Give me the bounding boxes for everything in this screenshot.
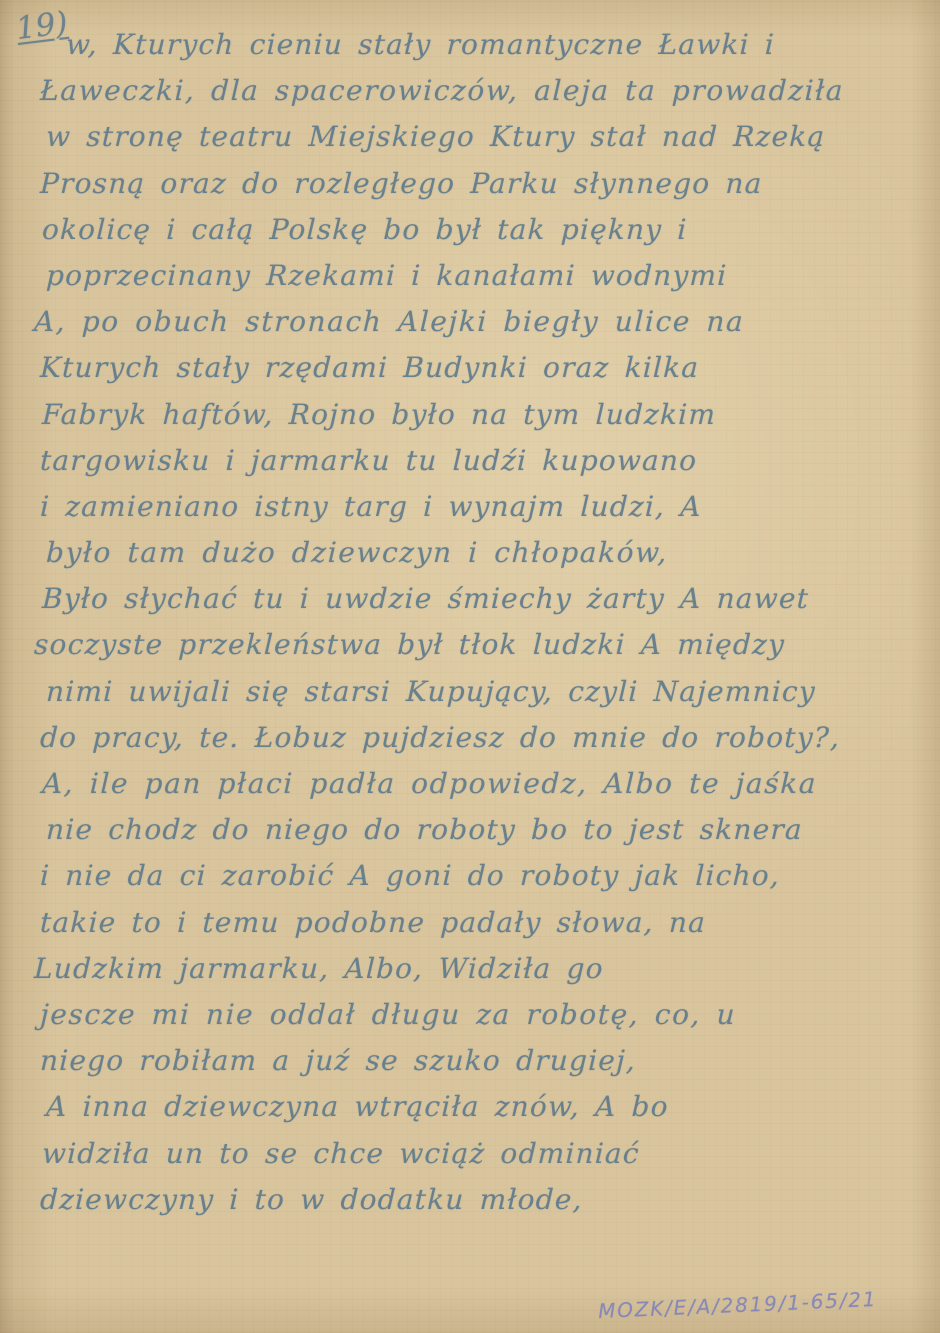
manuscript-line: soczyste przekleństwa był tłok ludzki A między [33,628,786,662]
manuscript-line: poprzecinany Rzekami i kanałami wodnymi [45,258,728,292]
manuscript-line: Ludzkim jarmarku, Albo, Widziła go [33,951,605,985]
manuscript-line: widziła un to se chce wciąż odminiać [41,1136,641,1170]
page-number: 19) [13,4,70,48]
archival-reference: MOZK/E/A/2819/1-65/21 [597,1286,878,1324]
manuscript-line: dziewczyny i to w dodatku młode, [39,1182,584,1216]
manuscript-line: A, po obuch stronach Alejki biegły ulice na [33,305,745,339]
manuscript-line: takie to i temu podobne padały słowa, na [39,905,707,939]
manuscript-line: Ławeczki, dla spacerowiczów, aleja ta prowadziła [39,74,845,108]
manuscript-line: Było słychać tu i uwdzie śmiechy żarty A nawet [41,582,810,616]
manuscript-line: Prosną oraz do rozległego Parku słynnego na [39,166,764,200]
manuscript-line: i zamieniano istny targ i wynajm ludzi, A [39,489,703,523]
manuscript-line: Fabryk haftów, Rojno było na tym ludzkim [41,397,717,431]
manuscript-line: niego robiłam a juź se szuko drugiej, [39,1044,637,1078]
manuscript-line: jescze mi nie oddał długu za robotę, co, u [39,997,737,1031]
manuscript-line: nie chodz do niego do roboty bo to jest sknera [45,813,804,847]
manuscript-line: A inna dziewczyna wtrąciła znów, A bo [45,1090,670,1124]
manuscript-line: Kturych stały rzędami Budynki oraz kilka [39,351,700,385]
manuscript-line: do pracy, te. Łobuz pujdziesz do mnie do roboty?, [39,720,841,754]
manuscript-line: targowisku i jarmarku tu ludźi kupowano [39,443,698,477]
manuscript-line: w stronę teatru Miejskiego Ktury stał nad Rzeką [45,120,826,154]
manuscript-line: w, Kturych cieniu stały romantyczne Ławki i [65,28,776,61]
manuscript-line: było tam dużo dziewczyn i chłopaków, [45,536,669,570]
manuscript-line: nimi uwijali się starsi Kupujący, czyli Najemnicy [45,674,817,708]
manuscript-line: okolicę i całą Polskę bo był tak piękny i [41,212,689,246]
manuscript-line: i nie da ci zarobić A goni do roboty jak licho, [39,859,781,893]
manuscript-line: A, ile pan płaci padła odpowiedz, Albo te jaśka [41,767,818,800]
manuscript-text [33,22,934,1223]
